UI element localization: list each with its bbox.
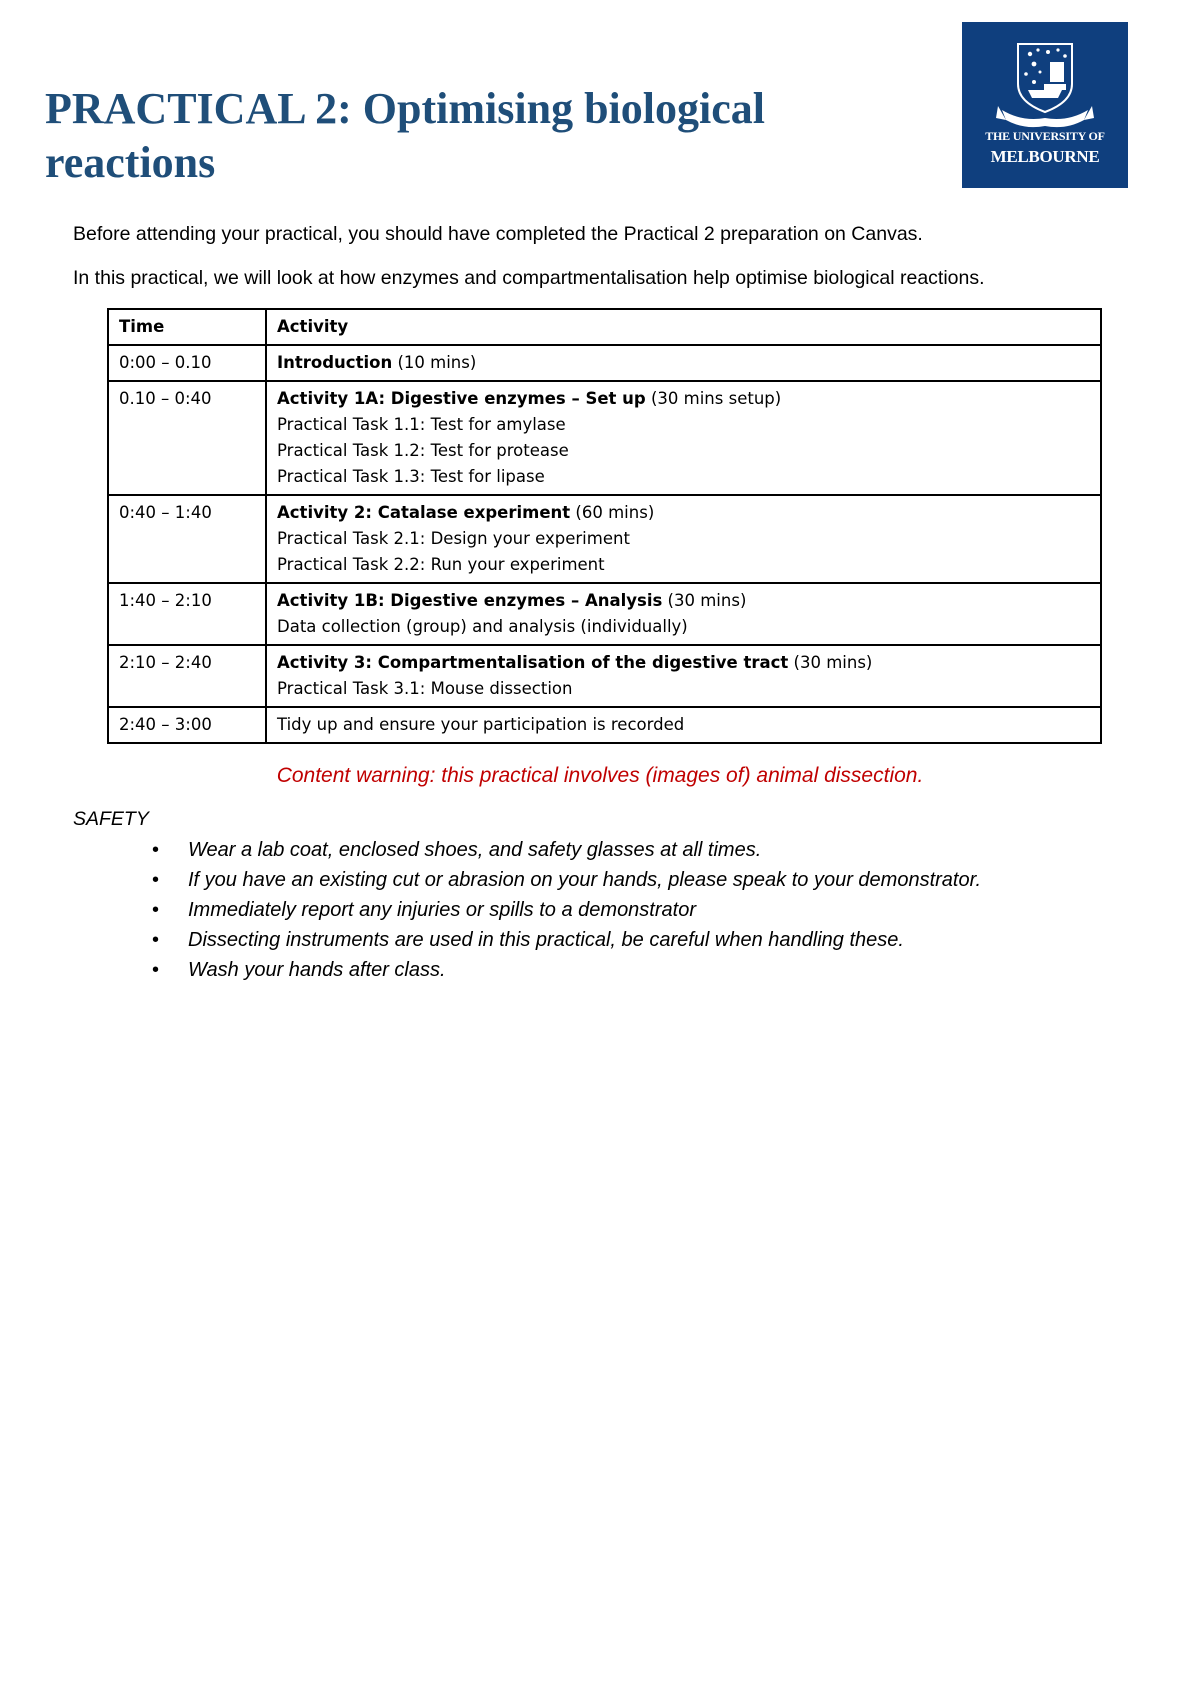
task-line: Practical Task 2.1: Design your experiment (277, 529, 630, 548)
activity-title: Activity 1B: Digestive enzymes – Analysis (277, 591, 663, 610)
time-cell: 2:40 – 3:00 (108, 707, 266, 743)
list-item: • Wash your hands after class. (150, 955, 981, 985)
time-cell: 0.10 – 0:40 (108, 381, 266, 495)
list-item: • Immediately report any injuries or spills to a demonstrator (150, 895, 981, 925)
time-cell: 1:40 – 2:10 (108, 583, 266, 645)
list-item: • Dissecting instruments are used in this practical, be careful when handling these. (150, 925, 981, 955)
safety-list (150, 835, 981, 985)
task-line: Practical Task 2.2: Run your experiment (277, 555, 605, 574)
table-row (108, 381, 1101, 495)
activity-duration: (10 mins) (392, 353, 477, 372)
activity-duration: (30 mins setup) (645, 389, 782, 408)
schedule-table (107, 308, 1102, 744)
activity-cell (266, 495, 1101, 583)
activity-cell (266, 345, 1101, 381)
safety-heading: SAFETY (73, 808, 149, 830)
table-row (108, 645, 1101, 707)
intro-purpose-text: In this practical, we will look at how enzymes and compartmentalisation help optimise biological reactions. (73, 267, 985, 289)
activity-cell (266, 707, 1101, 743)
table-row (108, 707, 1101, 743)
task-line: Practical Task 1.3: Test for lipase (277, 467, 545, 486)
content-warning: Content warning: this practical involves (images of) animal dissection. (276, 764, 924, 787)
university-logo (962, 22, 1128, 188)
activity-title: Activity 2: Catalase experiment (277, 503, 571, 522)
column-header-time: Time (108, 309, 266, 345)
intro-preparation-text: Before attending your practical, you should have completed the Practical 2 preparation on Canvas. (73, 223, 923, 245)
logo-text-line1: THE UNIVERSITY OF (985, 129, 1105, 143)
activity-title: Activity 1A: Digestive enzymes – Set up (277, 389, 646, 408)
activity-duration: (60 mins) (570, 503, 655, 522)
activity-duration: (30 mins) (662, 591, 747, 610)
logo-text-line2: MELBOURNE (990, 147, 1100, 166)
task-line: Practical Task 1.1: Test for amylase (277, 415, 566, 434)
activity-duration: (30 mins) (788, 653, 873, 672)
activity-description: Tidy up and ensure your participation is recorded (277, 715, 685, 734)
task-line: Practical Task 3.1: Mouse dissection (277, 679, 573, 698)
time-cell: 0:00 – 0.10 (108, 345, 266, 381)
task-line: Data collection (group) and analysis (individually) (277, 617, 688, 636)
activity-cell (266, 381, 1101, 495)
table-row (108, 345, 1101, 381)
activity-cell (266, 645, 1101, 707)
table-row (108, 583, 1101, 645)
activity-cell (266, 583, 1101, 645)
table-header-row (108, 309, 1101, 345)
list-item: • If you have an existing cut or abrasion on your hands, please speak to your demonstrator. (150, 865, 981, 895)
activity-title: Activity 3: Compartmentalisation of the digestive tract (277, 653, 789, 672)
table-row (108, 495, 1101, 583)
time-cell: 0:40 – 1:40 (108, 495, 266, 583)
task-line: Practical Task 1.2: Test for protease (277, 441, 569, 460)
list-item: • Wear a lab coat, enclosed shoes, and safety glasses at all times. (150, 835, 981, 865)
column-header-activity: Activity (266, 309, 1101, 345)
time-cell: 2:10 – 2:40 (108, 645, 266, 707)
page-title: PRACTICAL 2: Optimising biological reactions (45, 84, 765, 187)
activity-title: Introduction (277, 353, 393, 372)
